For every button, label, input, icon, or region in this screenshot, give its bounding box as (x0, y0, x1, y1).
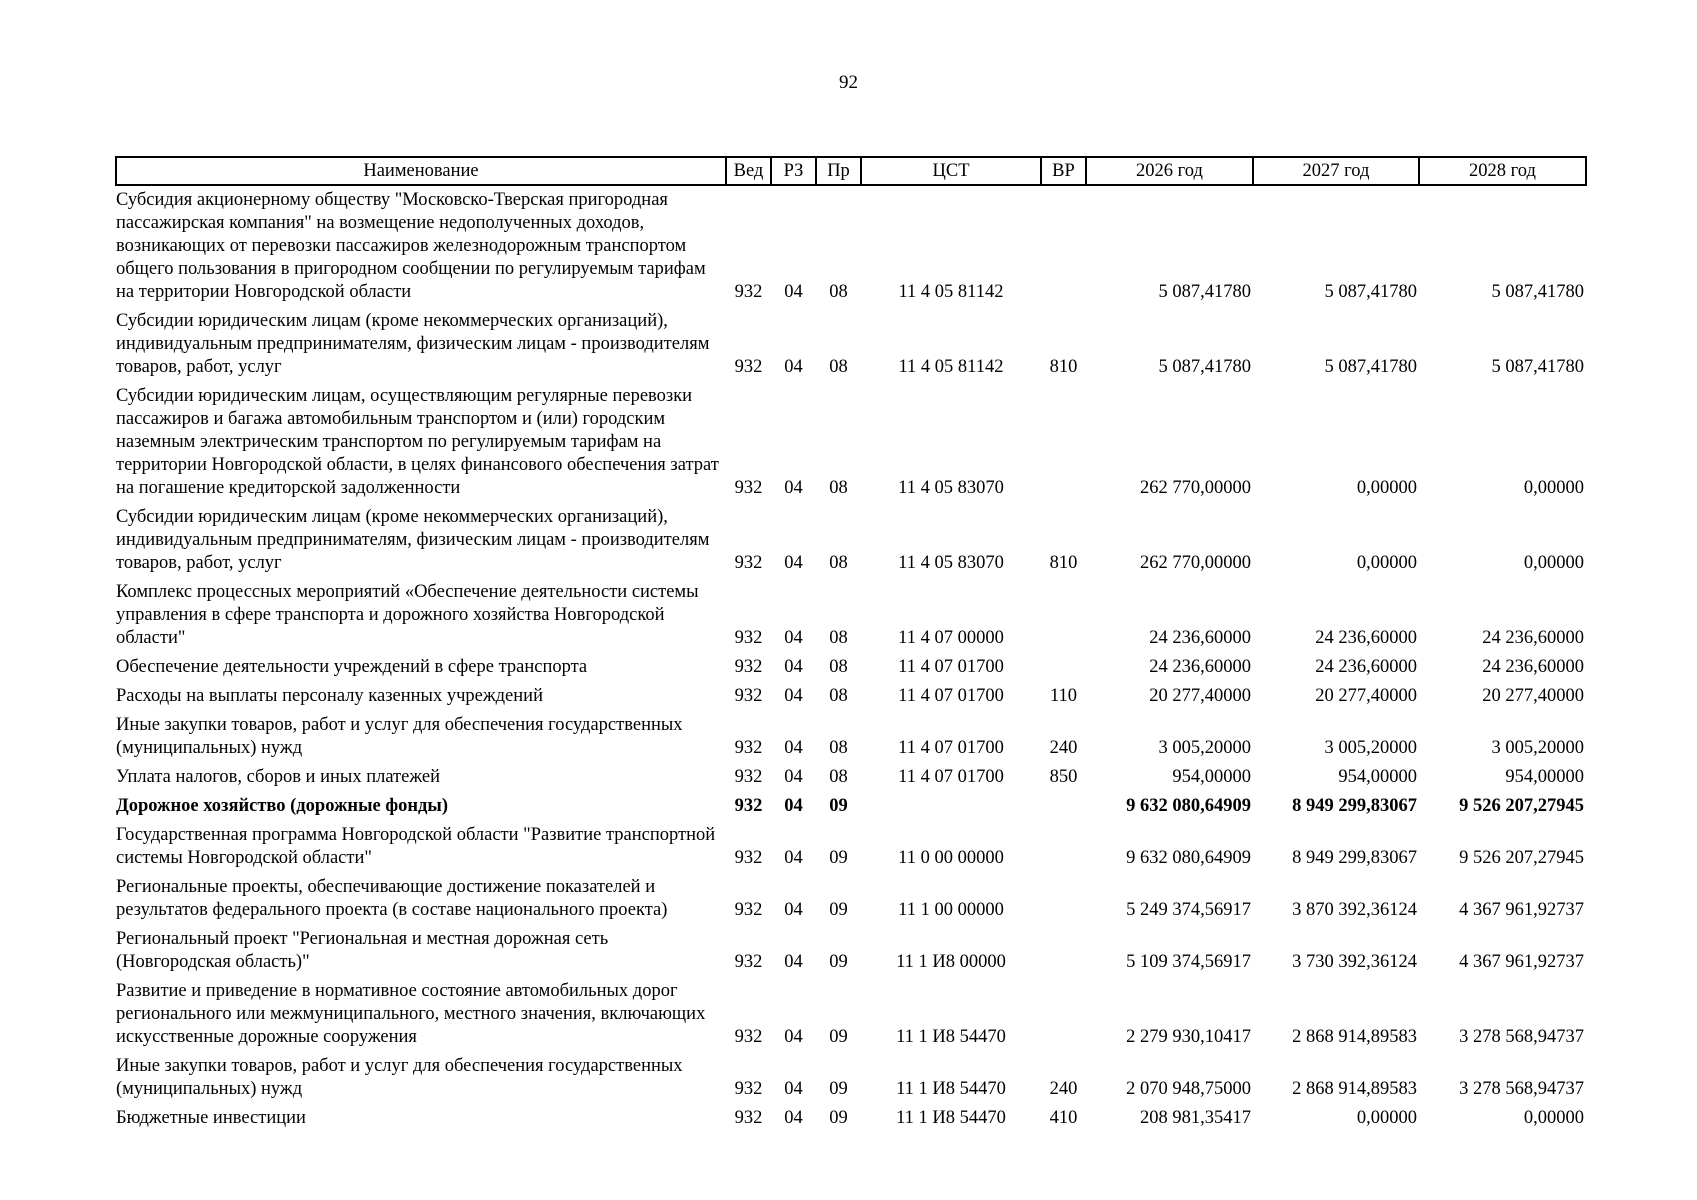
cell-2026: 9 632 080,64909 (1126, 796, 1251, 816)
cell-2026: 5 109 374,56917 (1126, 952, 1251, 972)
cell-pr: 08 (829, 686, 848, 706)
table-row (116, 711, 1586, 763)
cell-rz: 04 (784, 686, 803, 706)
cell-rz: 04 (784, 1108, 803, 1128)
cell-cst: 11 4 07 01700 (898, 738, 1004, 758)
cell-ved: 932 (734, 282, 763, 302)
cell-vr (1041, 578, 1086, 653)
cell-cst: 11 1 00 00000 (898, 900, 1004, 920)
cell-cst: 11 0 00 00000 (898, 848, 1004, 868)
table-row (116, 1104, 1586, 1133)
cell-ved: 932 (734, 952, 763, 972)
budget-table (115, 156, 1587, 1133)
cell-name: Субсидии юридическим лицам (кроме некоммерческих организаций), индивидуальным предпринимателям, физическим лицам - производителям товаров, работ, услуг (116, 507, 710, 573)
table-row (116, 653, 1586, 682)
cell-vr: 850 (1049, 767, 1078, 787)
table-row (116, 578, 1586, 653)
cell-pr: 08 (829, 657, 848, 677)
cell-vr: 810 (1049, 553, 1078, 573)
cell-2028: 9 526 207,27945 (1459, 848, 1584, 868)
cell-rz: 04 (784, 628, 803, 648)
cell-name: Субсидии юридическим лицам, осуществляющим регулярные перевозки пассажиров и багажа автомобильным транспортом и (или) городским наземным электрическим транспортом по регулируемым тарифам на территории Новгородской области, в целях финансового обеспечения затрат на погашение кредиторской задолженности (116, 386, 719, 498)
cell-ved: 932 (734, 1108, 763, 1128)
cell-2028: 5 087,41780 (1491, 282, 1584, 302)
cell-2027: 0,00000 (1356, 478, 1417, 498)
cell-2028: 0,00000 (1523, 478, 1584, 498)
cell-cst (861, 792, 1041, 821)
cell-cst: 11 1 И8 54470 (896, 1027, 1006, 1047)
cell-vr (1041, 653, 1086, 682)
cell-cst: 11 1 И8 54470 (896, 1108, 1006, 1128)
cell-ved: 932 (734, 1027, 763, 1047)
cell-pr: 08 (829, 478, 848, 498)
cell-cst: 11 4 07 00000 (898, 628, 1004, 648)
cell-2028: 4 367 961,92737 (1459, 900, 1584, 920)
cell-cst: 11 4 05 83070 (898, 478, 1004, 498)
header-rz: РЗ (771, 157, 816, 185)
cell-vr (1041, 821, 1086, 873)
cell-pr: 08 (829, 738, 848, 758)
header-ved: Вед (726, 157, 771, 185)
cell-2026: 208 981,35417 (1140, 1108, 1251, 1128)
cell-ved: 932 (734, 738, 763, 758)
cell-2026: 20 277,40000 (1149, 686, 1251, 706)
cell-rz: 04 (784, 657, 803, 677)
table-row (116, 1052, 1586, 1104)
cell-2027: 8 949 299,83067 (1292, 848, 1417, 868)
cell-ved: 932 (734, 767, 763, 787)
cell-cst: 11 1 И8 00000 (896, 952, 1006, 972)
cell-pr: 08 (829, 628, 848, 648)
cell-rz: 04 (784, 952, 803, 972)
cell-ved: 932 (734, 357, 763, 377)
cell-vr (1041, 185, 1086, 307)
table-row (116, 873, 1586, 925)
cell-2027: 8 949 299,83067 (1292, 796, 1417, 816)
table-row (116, 307, 1586, 382)
table-row (116, 382, 1586, 503)
cell-ved: 932 (734, 478, 763, 498)
cell-ved: 932 (734, 1079, 763, 1099)
cell-cst: 11 1 И8 54470 (896, 1079, 1006, 1099)
cell-pr: 09 (829, 796, 848, 816)
cell-2026: 3 005,20000 (1158, 738, 1251, 758)
cell-pr: 08 (829, 357, 848, 377)
cell-2027: 0,00000 (1356, 1108, 1417, 1128)
table-row (116, 763, 1586, 792)
header-2028: 2028 год (1419, 157, 1586, 185)
cell-2028: 954,00000 (1505, 767, 1584, 787)
cell-name: Региональный проект "Региональная и местная дорожная сеть (Новгородская область)" (116, 929, 609, 972)
cell-name: Обеспечение деятельности учреждений в сфере транспорта (116, 657, 588, 677)
cell-ved: 932 (734, 628, 763, 648)
cell-name: Региональные проекты, обеспечивающие достижение показателей и результатов федерального проекта (в составе национального проекта) (116, 877, 668, 920)
cell-pr: 08 (829, 767, 848, 787)
cell-rz: 04 (784, 553, 803, 573)
cell-name: Субсидия акционерному обществу "Московско-Тверская пригородная пассажирская компания" на возмещение недополученных доходов, возникающих от перевозки пассажиров железнодорожным транспортом общего пользования в пригородном сообщении по регулируемым тарифам на территории Новгородской области (116, 190, 706, 302)
cell-name: Расходы на выплаты персоналу казенных учреждений (116, 686, 543, 706)
cell-pr: 09 (829, 1108, 848, 1128)
cell-2027: 2 868 914,89583 (1292, 1079, 1417, 1099)
table-row (116, 792, 1586, 821)
cell-2027: 5 087,41780 (1324, 282, 1417, 302)
cell-name: Уплата налогов, сборов и иных платежей (116, 767, 441, 787)
cell-vr (1041, 925, 1086, 977)
cell-2028: 9 526 207,27945 (1459, 796, 1584, 816)
cell-vr (1041, 792, 1086, 821)
cell-2027: 3 005,20000 (1324, 738, 1417, 758)
cell-2026: 24 236,60000 (1149, 628, 1251, 648)
cell-cst: 11 4 07 01700 (898, 686, 1004, 706)
cell-name: Бюджетные инвестиции (116, 1108, 306, 1128)
page-number: 92 (839, 72, 858, 93)
cell-2028: 5 087,41780 (1491, 357, 1584, 377)
cell-2026: 5 087,41780 (1158, 282, 1251, 302)
cell-cst: 11 4 07 01700 (898, 657, 1004, 677)
cell-name: Дорожное хозяйство (дорожные фонды) (116, 796, 449, 816)
cell-2028: 3 278 568,94737 (1459, 1027, 1584, 1047)
cell-name: Субсидии юридическим лицам (кроме некоммерческих организаций), индивидуальным предпринимателям, физическим лицам - производителям товаров, работ, услуг (116, 311, 710, 377)
cell-2027: 954,00000 (1338, 767, 1417, 787)
cell-ved: 932 (734, 848, 763, 868)
cell-2026: 262 770,00000 (1140, 553, 1251, 573)
header-2026: 2026 год (1086, 157, 1253, 185)
cell-cst: 11 4 05 83070 (898, 553, 1004, 573)
cell-2026: 954,00000 (1172, 767, 1251, 787)
cell-name: Комплекс процессных мероприятий «Обеспечение деятельности системы управления в сфере транспорта и дорожного хозяйства Новгородской области" (116, 582, 699, 648)
cell-2027: 20 277,40000 (1315, 686, 1417, 706)
cell-vr: 240 (1049, 738, 1078, 758)
cell-vr: 110 (1049, 686, 1078, 706)
table-body (116, 185, 1586, 1133)
cell-2028: 20 277,40000 (1482, 686, 1584, 706)
cell-vr: 810 (1049, 357, 1078, 377)
cell-name: Государственная программа Новгородской области "Развитие транспортной системы Новгородской области" (116, 825, 716, 868)
cell-2027: 24 236,60000 (1315, 628, 1417, 648)
cell-ved: 932 (734, 657, 763, 677)
cell-2026: 5 249 374,56917 (1126, 900, 1251, 920)
cell-2026: 24 236,60000 (1149, 657, 1251, 677)
cell-vr: 240 (1049, 1079, 1078, 1099)
cell-rz: 04 (784, 1027, 803, 1047)
cell-ved: 932 (734, 900, 763, 920)
cell-pr: 09 (829, 1079, 848, 1099)
cell-pr: 09 (829, 1027, 848, 1047)
header-cst: ЦСТ (861, 157, 1041, 185)
cell-rz: 04 (784, 282, 803, 302)
cell-2027: 2 868 914,89583 (1292, 1027, 1417, 1047)
header-pr: Пр (816, 157, 861, 185)
cell-rz: 04 (784, 738, 803, 758)
cell-ved: 932 (734, 686, 763, 706)
header-vr: ВР (1041, 157, 1086, 185)
cell-name: Иные закупки товаров, работ и услуг для обеспечения государственных (муниципальных) нужд (116, 1056, 683, 1099)
cell-vr (1041, 873, 1086, 925)
cell-pr: 08 (829, 282, 848, 302)
cell-rz: 04 (784, 767, 803, 787)
cell-2027: 5 087,41780 (1324, 357, 1417, 377)
cell-rz: 04 (784, 1079, 803, 1099)
cell-2028: 0,00000 (1523, 1108, 1584, 1128)
cell-2028: 3 005,20000 (1491, 738, 1584, 758)
table-row (116, 185, 1586, 307)
cell-2026: 262 770,00000 (1140, 478, 1251, 498)
cell-name: Иные закупки товаров, работ и услуг для обеспечения государственных (муниципальных) нужд (116, 715, 683, 758)
cell-pr: 09 (829, 952, 848, 972)
cell-2027: 3 730 392,36124 (1292, 952, 1417, 972)
cell-rz: 04 (784, 357, 803, 377)
cell-2027: 0,00000 (1356, 553, 1417, 573)
cell-vr: 410 (1049, 1108, 1078, 1128)
table-row (116, 977, 1586, 1052)
cell-ved: 932 (734, 796, 763, 816)
table-header-row (116, 157, 1586, 185)
cell-pr: 09 (829, 848, 848, 868)
cell-vr (1041, 382, 1086, 503)
table-row (116, 925, 1586, 977)
table-row (116, 503, 1586, 578)
cell-2026: 2 279 930,10417 (1126, 1027, 1251, 1047)
cell-2028: 3 278 568,94737 (1459, 1079, 1584, 1099)
cell-cst: 11 4 05 81142 (898, 282, 1004, 302)
cell-ved: 932 (734, 553, 763, 573)
cell-2027: 24 236,60000 (1315, 657, 1417, 677)
cell-2026: 2 070 948,75000 (1126, 1079, 1251, 1099)
cell-cst: 11 4 05 81142 (898, 357, 1004, 377)
cell-name: Развитие и приведение в нормативное состояние автомобильных дорог регионального или межмуниципального, местного значения, включающих искусственные дорожные сооружения (116, 981, 706, 1047)
header-name: Наименование (116, 157, 726, 185)
cell-vr (1041, 977, 1086, 1052)
cell-pr: 09 (829, 900, 848, 920)
table-row (116, 821, 1586, 873)
cell-rz: 04 (784, 478, 803, 498)
cell-rz: 04 (784, 848, 803, 868)
cell-2028: 4 367 961,92737 (1459, 952, 1584, 972)
cell-rz: 04 (784, 796, 803, 816)
cell-pr: 08 (829, 553, 848, 573)
cell-2028: 24 236,60000 (1482, 657, 1584, 677)
cell-2028: 24 236,60000 (1482, 628, 1584, 648)
cell-2028: 0,00000 (1523, 553, 1584, 573)
cell-2026: 5 087,41780 (1158, 357, 1251, 377)
table-row (116, 682, 1586, 711)
cell-2026: 9 632 080,64909 (1126, 848, 1251, 868)
cell-rz: 04 (784, 900, 803, 920)
cell-2027: 3 870 392,36124 (1292, 900, 1417, 920)
header-2027: 2027 год (1253, 157, 1419, 185)
cell-cst: 11 4 07 01700 (898, 767, 1004, 787)
